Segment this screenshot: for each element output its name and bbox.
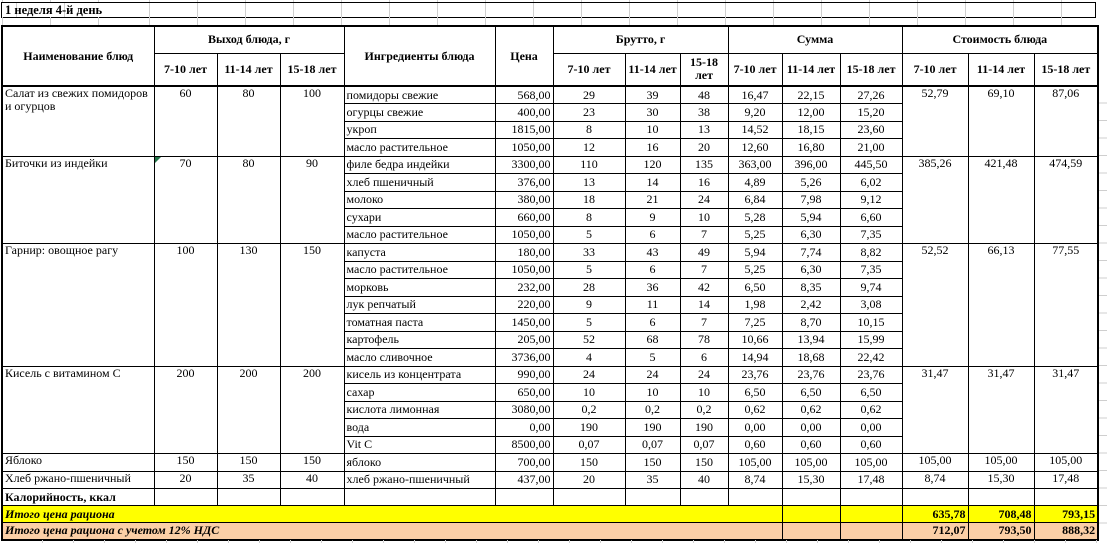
gross-cell[interactable]: 29 — [553, 86, 625, 104]
empty-cell[interactable] — [782, 489, 840, 506]
empty-cell[interactable] — [344, 489, 495, 506]
dish-cost-cell[interactable]: 17,48 — [1034, 471, 1098, 489]
sum-cell[interactable]: 8,70 — [782, 314, 840, 332]
output-cell[interactable]: 100 — [154, 244, 217, 367]
sum-cell[interactable]: 21,00 — [840, 139, 902, 157]
output-cell[interactable]: 80 — [217, 86, 280, 156]
sum-cell[interactable]: 8,74 — [728, 471, 782, 489]
header-price[interactable]: Цена — [495, 26, 553, 86]
output-cell[interactable]: 80 — [217, 156, 280, 244]
gross-cell[interactable]: 0,07 — [680, 436, 728, 454]
empty-cell[interactable] — [680, 489, 728, 506]
sum-cell[interactable]: 105,00 — [728, 454, 782, 472]
gross-cell[interactable]: 52 — [553, 331, 625, 349]
ingredient-name-cell[interactable]: масло растительное — [344, 261, 495, 279]
dish-cost-cell[interactable]: 31,47 — [968, 366, 1034, 454]
sum-cell[interactable]: 7,35 — [840, 226, 902, 244]
price-cell[interactable]: 1815,00 — [495, 121, 553, 139]
header-gross-group[interactable]: Брутто, г — [553, 26, 728, 53]
dish-name-cell[interactable]: Яблоко — [2, 454, 154, 472]
output-cell[interactable]: 40 — [280, 471, 344, 489]
ingredient-name-cell[interactable]: томатная паста — [344, 314, 495, 332]
sum-cell[interactable]: 23,76 — [782, 366, 840, 384]
dish-cost-cell[interactable]: 31,47 — [902, 366, 968, 454]
gross-cell[interactable]: 24 — [680, 366, 728, 384]
gross-cell[interactable]: 10 — [553, 384, 625, 402]
sum-cell[interactable]: 0,00 — [728, 419, 782, 437]
gross-cell[interactable]: 11 — [625, 296, 680, 314]
output-cell[interactable]: 200 — [217, 366, 280, 454]
output-cell[interactable]: 200 — [154, 366, 217, 454]
output-cell[interactable]: 100 — [280, 86, 344, 156]
gross-cell[interactable]: 5 — [553, 261, 625, 279]
dish-name-cell[interactable]: Хлеб ржано-пшеничный — [2, 471, 154, 489]
sum-cell[interactable]: 6,02 — [840, 174, 902, 192]
gross-cell[interactable]: 78 — [680, 331, 728, 349]
gross-cell[interactable]: 5 — [625, 349, 680, 367]
gross-cell[interactable]: 10 — [680, 209, 728, 227]
ingredient-name-cell[interactable]: хлеб ржано-пшеничный — [344, 471, 495, 489]
sum-cell[interactable]: 15,99 — [840, 331, 902, 349]
total-vat-label-cell[interactable]: Итого цена рациона с учетом 12% НДС — [2, 523, 782, 540]
ingredient-name-cell[interactable]: молоко — [344, 191, 495, 209]
dish-name-cell[interactable]: Биточки из индейки — [2, 156, 154, 244]
sum-cell[interactable]: 5,25 — [728, 261, 782, 279]
error-indicator-icon — [155, 157, 161, 163]
total-vat-value-cell[interactable]: 793,50 — [968, 523, 1034, 540]
gross-cell[interactable]: 21 — [625, 191, 680, 209]
ingredient-name-cell[interactable]: хлеб пшеничный — [344, 174, 495, 192]
header-gross-age-7-10[interactable]: 7-10 лет — [553, 53, 625, 86]
sum-cell[interactable]: 0,00 — [840, 419, 902, 437]
sum-cell[interactable]: 4,89 — [728, 174, 782, 192]
price-cell[interactable]: 700,00 — [495, 454, 553, 472]
sum-cell[interactable]: 9,74 — [840, 279, 902, 297]
dish-name-cell[interactable]: Гарнир: овощное рагу — [2, 244, 154, 367]
empty-cell[interactable] — [280, 489, 344, 506]
dish-cost-cell[interactable]: 105,00 — [968, 454, 1034, 472]
gross-cell[interactable]: 36 — [625, 279, 680, 297]
output-cell[interactable]: 150 — [280, 244, 344, 367]
gross-cell[interactable]: 9 — [625, 209, 680, 227]
sum-cell[interactable]: 22,15 — [782, 86, 840, 104]
dish-name-cell[interactable]: Салат из свежих помидоров и огурцов — [2, 86, 154, 156]
gross-cell[interactable]: 35 — [625, 471, 680, 489]
sum-cell[interactable]: 23,76 — [840, 366, 902, 384]
gross-cell[interactable]: 6 — [625, 314, 680, 332]
empty-cell[interactable] — [840, 489, 902, 506]
empty-cell[interactable] — [902, 489, 968, 506]
gross-cell[interactable]: 28 — [553, 279, 625, 297]
sum-cell[interactable]: 13,94 — [782, 331, 840, 349]
ingredient-name-cell[interactable]: масло растительное — [344, 226, 495, 244]
sum-cell[interactable]: 0,62 — [840, 401, 902, 419]
sum-cell[interactable]: 6,50 — [840, 384, 902, 402]
sum-cell[interactable]: 9,20 — [728, 104, 782, 122]
output-cell[interactable]: 35 — [217, 471, 280, 489]
dish-cost-cell[interactable]: 52,79 — [902, 86, 968, 156]
price-cell[interactable]: 180,00 — [495, 244, 553, 262]
gross-cell[interactable]: 14 — [625, 174, 680, 192]
header-output-age-15-18[interactable]: 15-18 лет — [280, 53, 344, 86]
header-gross-age-15-18[interactable]: 15-18 лет — [680, 53, 728, 86]
sum-cell[interactable]: 23,60 — [840, 121, 902, 139]
ingredient-name-cell[interactable]: масло сливочное — [344, 349, 495, 367]
sum-cell[interactable]: 5,94 — [782, 209, 840, 227]
sum-cell[interactable]: 15,20 — [840, 104, 902, 122]
gross-cell[interactable]: 120 — [625, 156, 680, 174]
dish-cost-cell[interactable]: 52,52 — [902, 244, 968, 367]
sum-cell[interactable]: 7,74 — [782, 244, 840, 262]
gross-cell[interactable]: 150 — [553, 454, 625, 472]
gross-cell[interactable]: 150 — [625, 454, 680, 472]
output-cell[interactable]: 90 — [280, 156, 344, 244]
header-cost-age-7-10[interactable]: 7-10 лет — [902, 53, 968, 86]
header-dish-name[interactable]: Наименование блюд — [2, 26, 154, 86]
dish-cost-cell[interactable]: 105,00 — [1034, 454, 1098, 472]
sum-cell[interactable]: 22,42 — [840, 349, 902, 367]
header-output-age-11-14[interactable]: 11-14 лет — [217, 53, 280, 86]
total-value-cell[interactable]: 793,15 — [1034, 506, 1098, 523]
price-cell[interactable]: 437,00 — [495, 471, 553, 489]
ingredient-name-cell[interactable]: морковь — [344, 279, 495, 297]
calories-label-cell[interactable]: Калорийность, ккал — [2, 489, 154, 506]
sum-cell[interactable]: 6,50 — [728, 279, 782, 297]
price-cell[interactable]: 232,00 — [495, 279, 553, 297]
sum-cell[interactable]: 105,00 — [840, 454, 902, 472]
ingredient-name-cell[interactable]: сухари — [344, 209, 495, 227]
ingredient-name-cell[interactable]: яблоко — [344, 454, 495, 472]
sum-cell[interactable]: 0,60 — [840, 436, 902, 454]
price-cell[interactable]: 1050,00 — [495, 226, 553, 244]
price-cell[interactable]: 1050,00 — [495, 139, 553, 157]
dish-cost-cell[interactable]: 105,00 — [902, 454, 968, 472]
gross-cell[interactable]: 190 — [625, 419, 680, 437]
ingredient-name-cell[interactable]: кисель из концентрата — [344, 366, 495, 384]
sum-cell[interactable]: 0,62 — [728, 401, 782, 419]
sum-cell[interactable]: 0,60 — [728, 436, 782, 454]
table-header — [2, 26, 1098, 86]
sum-cell[interactable]: 5,25 — [728, 226, 782, 244]
gross-cell[interactable]: 14 — [680, 296, 728, 314]
sum-cell[interactable]: 2,42 — [782, 296, 840, 314]
dish-cost-cell[interactable]: 8,74 — [902, 471, 968, 489]
sum-cell[interactable]: 6,30 — [782, 261, 840, 279]
price-cell[interactable]: 990,00 — [495, 366, 553, 384]
sum-cell[interactable]: 12,00 — [782, 104, 840, 122]
gross-cell[interactable]: 135 — [680, 156, 728, 174]
output-cell[interactable]: 150 — [154, 454, 217, 472]
sum-cell[interactable]: 12,60 — [728, 139, 782, 157]
sum-cell[interactable]: 6,60 — [840, 209, 902, 227]
gross-cell[interactable]: 16 — [680, 174, 728, 192]
gross-cell[interactable]: 8 — [553, 209, 625, 227]
ingredient-name-cell[interactable]: вода — [344, 419, 495, 437]
price-cell[interactable]: 8500,00 — [495, 436, 553, 454]
dish-cost-cell[interactable]: 385,26 — [902, 156, 968, 244]
empty-cell[interactable] — [217, 489, 280, 506]
gross-cell[interactable]: 190 — [680, 419, 728, 437]
sum-cell[interactable]: 7,35 — [840, 261, 902, 279]
header-sum-group[interactable]: Сумма — [728, 26, 902, 53]
gross-cell[interactable]: 9 — [553, 296, 625, 314]
price-cell[interactable]: 650,00 — [495, 384, 553, 402]
gross-cell[interactable]: 0,2 — [553, 401, 625, 419]
ingredient-name-cell[interactable]: масло растительное — [344, 139, 495, 157]
gross-cell[interactable]: 6 — [625, 226, 680, 244]
menu-table — [1, 25, 1099, 541]
output-cell[interactable]: 70 — [154, 156, 217, 244]
gross-cell[interactable]: 68 — [625, 331, 680, 349]
gross-cell[interactable]: 7 — [680, 314, 728, 332]
gross-cell[interactable]: 0,2 — [625, 401, 680, 419]
sum-cell[interactable]: 17,48 — [840, 471, 902, 489]
gross-cell[interactable]: 7 — [680, 226, 728, 244]
price-cell[interactable]: 380,00 — [495, 191, 553, 209]
sum-cell[interactable]: 23,76 — [728, 366, 782, 384]
sum-cell[interactable]: 16,47 — [728, 86, 782, 104]
header-output-age-7-10[interactable]: 7-10 лет — [154, 53, 217, 86]
sum-cell[interactable]: 27,26 — [840, 86, 902, 104]
gross-cell[interactable]: 8 — [553, 121, 625, 139]
empty-cell[interactable] — [968, 489, 1034, 506]
total-label-cell[interactable]: Итого цена рациона — [2, 506, 782, 523]
gross-cell[interactable]: 13 — [553, 174, 625, 192]
header-sum-age-7-10[interactable]: 7-10 лет — [728, 53, 782, 86]
output-cell[interactable]: 150 — [280, 454, 344, 472]
ingredient-name-cell[interactable]: капуста — [344, 244, 495, 262]
header-cost-group[interactable]: Стоимость блюда — [902, 26, 1098, 53]
empty-cell[interactable] — [782, 523, 840, 540]
dish-cost-cell[interactable]: 421,48 — [968, 156, 1034, 244]
dish-cost-cell[interactable]: 474,59 — [1034, 156, 1098, 244]
output-cell[interactable]: 20 — [154, 471, 217, 489]
gross-cell[interactable]: 39 — [625, 86, 680, 104]
sum-cell[interactable]: 105,00 — [782, 454, 840, 472]
gross-cell[interactable]: 43 — [625, 244, 680, 262]
price-cell[interactable]: 400,00 — [495, 104, 553, 122]
total-vat-value-cell[interactable]: 712,07 — [902, 523, 968, 540]
sum-cell[interactable]: 1,98 — [728, 296, 782, 314]
right-gridline-strip — [1099, 86, 1107, 540]
output-cell[interactable]: 130 — [217, 244, 280, 367]
empty-cell[interactable] — [840, 523, 902, 540]
sum-cell[interactable]: 0,60 — [782, 436, 840, 454]
gross-cell[interactable]: 33 — [553, 244, 625, 262]
dish-cost-cell[interactable]: 15,30 — [968, 471, 1034, 489]
dish-cost-cell[interactable]: 77,55 — [1034, 244, 1098, 367]
price-cell[interactable]: 3736,00 — [495, 349, 553, 367]
total-value-cell[interactable]: 635,78 — [902, 506, 968, 523]
gross-cell[interactable]: 6 — [625, 261, 680, 279]
header-gross-age-11-14[interactable]: 11-14 лет — [625, 53, 680, 86]
output-cell[interactable]: 150 — [217, 454, 280, 472]
ingredient-name-cell[interactable]: кислота лимонная — [344, 401, 495, 419]
price-cell[interactable]: 1450,00 — [495, 314, 553, 332]
sum-cell[interactable]: 396,00 — [782, 156, 840, 174]
sum-cell[interactable]: 8,35 — [782, 279, 840, 297]
gross-cell[interactable]: 0,07 — [625, 436, 680, 454]
price-cell[interactable]: 1050,00 — [495, 261, 553, 279]
gross-cell[interactable]: 24 — [625, 366, 680, 384]
dish-cost-cell[interactable]: 31,47 — [1034, 366, 1098, 454]
sheet-title-cell[interactable]: 1 неделя 4-й день — [1, 2, 1096, 18]
sum-cell[interactable]: 10,66 — [728, 331, 782, 349]
gross-cell[interactable]: 16 — [625, 139, 680, 157]
dish-cost-cell[interactable]: 87,06 — [1034, 86, 1098, 156]
price-cell[interactable]: 3080,00 — [495, 401, 553, 419]
gross-cell[interactable]: 49 — [680, 244, 728, 262]
sum-cell[interactable]: 18,68 — [782, 349, 840, 367]
total-vat-value-cell[interactable]: 888,32 — [1034, 523, 1098, 540]
spacer-row-gridlines — [0, 17, 1107, 25]
header-cost-age-11-14[interactable]: 11-14 лет — [968, 53, 1034, 86]
empty-cell[interactable] — [782, 506, 840, 523]
price-cell[interactable]: 3300,00 — [495, 156, 553, 174]
empty-cell[interactable] — [728, 489, 782, 506]
gross-cell[interactable]: 38 — [680, 104, 728, 122]
ingredient-name-cell[interactable]: лук репчатый — [344, 296, 495, 314]
sum-cell[interactable]: 15,30 — [782, 471, 840, 489]
ingredient-name-cell[interactable]: филе бедра индейки — [344, 156, 495, 174]
sum-cell[interactable]: 7,98 — [782, 191, 840, 209]
empty-cell[interactable] — [625, 489, 680, 506]
output-cell[interactable]: 60 — [154, 86, 217, 156]
gross-cell[interactable]: 0,2 — [680, 401, 728, 419]
price-cell[interactable]: 660,00 — [495, 209, 553, 227]
empty-cell[interactable] — [553, 489, 625, 506]
sum-cell[interactable]: 0,62 — [782, 401, 840, 419]
ingredient-name-cell[interactable]: укроп — [344, 121, 495, 139]
header-output-group[interactable]: Выход блюда, г — [154, 26, 344, 53]
sum-cell[interactable]: 10,15 — [840, 314, 902, 332]
gross-cell[interactable]: 7 — [680, 261, 728, 279]
sum-cell[interactable]: 5,26 — [782, 174, 840, 192]
gross-cell[interactable]: 40 — [680, 471, 728, 489]
gross-cell[interactable]: 190 — [553, 419, 625, 437]
sum-cell[interactable]: 5,28 — [728, 209, 782, 227]
gross-cell[interactable]: 20 — [553, 471, 625, 489]
gross-cell[interactable]: 48 — [680, 86, 728, 104]
sum-cell[interactable]: 18,15 — [782, 121, 840, 139]
sum-cell[interactable]: 0,00 — [782, 419, 840, 437]
gross-cell[interactable]: 12 — [553, 139, 625, 157]
sum-cell[interactable]: 14,94 — [728, 349, 782, 367]
sum-cell[interactable]: 6,30 — [782, 226, 840, 244]
sum-cell[interactable]: 3,08 — [840, 296, 902, 314]
ingredient-name-cell[interactable]: помидоры свежие — [344, 86, 495, 104]
output-cell[interactable]: 200 — [280, 366, 344, 454]
empty-cell[interactable] — [1034, 489, 1098, 506]
gross-cell[interactable]: 110 — [553, 156, 625, 174]
price-cell[interactable]: 376,00 — [495, 174, 553, 192]
price-cell[interactable]: 220,00 — [495, 296, 553, 314]
sum-cell[interactable]: 6,50 — [782, 384, 840, 402]
price-cell[interactable]: 0,00 — [495, 419, 553, 437]
ingredient-name-cell[interactable]: картофель — [344, 331, 495, 349]
gross-cell[interactable]: 30 — [625, 104, 680, 122]
sum-cell[interactable]: 6,84 — [728, 191, 782, 209]
dish-cost-cell[interactable]: 69,10 — [968, 86, 1034, 156]
gross-cell[interactable]: 10 — [625, 121, 680, 139]
gross-cell[interactable]: 18 — [553, 191, 625, 209]
empty-cell[interactable] — [840, 506, 902, 523]
gross-cell[interactable]: 24 — [553, 366, 625, 384]
gross-cell[interactable]: 10 — [680, 384, 728, 402]
header-sum-age-15-18[interactable]: 15-18 лет — [840, 53, 902, 86]
gross-cell[interactable]: 6 — [680, 349, 728, 367]
gross-cell[interactable]: 13 — [680, 121, 728, 139]
dish-name-cell[interactable]: Кисель с витамином С — [2, 366, 154, 454]
sum-cell[interactable]: 6,50 — [728, 384, 782, 402]
gross-cell[interactable]: 150 — [680, 454, 728, 472]
ingredient-name-cell[interactable]: сахар — [344, 384, 495, 402]
header-cost-age-15-18[interactable]: 15-18 лет — [1034, 53, 1098, 86]
price-cell[interactable]: 205,00 — [495, 331, 553, 349]
empty-cell[interactable] — [154, 489, 217, 506]
sum-cell[interactable]: 8,82 — [840, 244, 902, 262]
gross-cell[interactable]: 4 — [553, 349, 625, 367]
gross-cell[interactable]: 10 — [625, 384, 680, 402]
total-value-cell[interactable]: 708,48 — [968, 506, 1034, 523]
gross-cell[interactable]: 5 — [553, 226, 625, 244]
ingredient-name-cell[interactable]: Vit C — [344, 436, 495, 454]
sum-cell[interactable]: 363,00 — [728, 156, 782, 174]
dish-cost-cell[interactable]: 66,13 — [968, 244, 1034, 367]
header-sum-age-11-14[interactable]: 11-14 лет — [782, 53, 840, 86]
gross-cell[interactable]: 23 — [553, 104, 625, 122]
empty-cell[interactable] — [495, 489, 553, 506]
gross-cell[interactable]: 20 — [680, 139, 728, 157]
table-body — [2, 86, 1098, 540]
sum-cell[interactable]: 445,50 — [840, 156, 902, 174]
gross-cell[interactable]: 24 — [680, 191, 728, 209]
sum-cell[interactable]: 9,12 — [840, 191, 902, 209]
sum-cell[interactable]: 7,25 — [728, 314, 782, 332]
gross-cell[interactable]: 42 — [680, 279, 728, 297]
ingredient-name-cell[interactable]: огурцы свежие — [344, 104, 495, 122]
sum-cell[interactable]: 16,80 — [782, 139, 840, 157]
sum-cell[interactable]: 14,52 — [728, 121, 782, 139]
gross-cell[interactable]: 5 — [553, 314, 625, 332]
gross-cell[interactable]: 0,07 — [553, 436, 625, 454]
sum-cell[interactable]: 5,94 — [728, 244, 782, 262]
price-cell[interactable]: 568,00 — [495, 86, 553, 104]
header-ingredients[interactable]: Ингредиенты блюда — [344, 26, 495, 86]
